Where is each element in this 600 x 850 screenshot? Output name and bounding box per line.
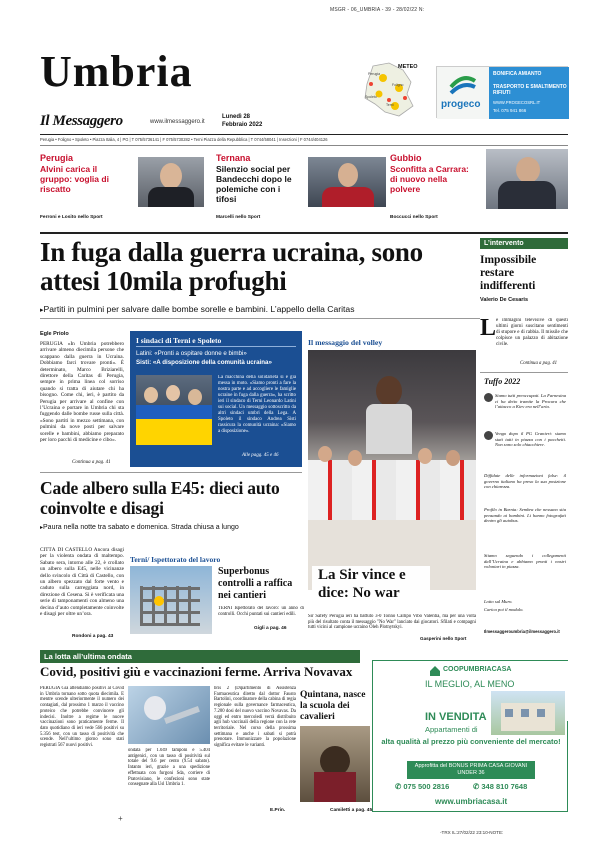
arrow-icon: ▸: [40, 307, 44, 314]
main-body: PERUGIA «In Umbria potrebbero arrivare almeno diecimila persone che scappano dalla guerra in Ucraina. Dobbiamo farci trovare pronti». È determinato, Marco Briziarelli, direttore della Caritas di Perugia, sempre in prima linea col sorriso quando si tratta di aiutare chi ha bisogno. Come chi, ieri, è partito da Perugia per arrivare al confine con l’Ucraina e portare in Umbria chi sta fuggendo dalle bombe russe sulla città. «Sono partiti in mezzo settimana, con pulmini da nove posti per salvare sorelle e bambini, abbiamo preparato per loro pacchi di medicine e cibo».: [40, 341, 124, 444]
weather-city-4: Spoleto: [365, 95, 377, 99]
lavoro-byline: Gigli a pag. 46: [254, 626, 287, 631]
sindaci-quote-2: Sisti: «A disposizione della comunità ucraina»: [136, 359, 272, 366]
social-item-3: Diffidate delle informazioni false: il governo italiano ha preso la sua posizione con chiarezza.: [484, 473, 566, 489]
teaser-byline: Marcelli nello Sport: [216, 215, 261, 220]
house-logo-icon: [429, 665, 441, 677]
quintana-photo: [300, 726, 370, 802]
bubble-icon: [484, 431, 493, 440]
weather-label: METEO: [398, 64, 418, 70]
sindaci-quote-1: Latini: «Pronti a ospitare donne e bimbi»: [136, 350, 247, 357]
lavoro-photo: [130, 566, 212, 634]
albero-body: CITTÀ DI CASTELLO Ancora disagi per la violenta ondata di maltempo. Sabato sera, intorno alle 22, è crollato un albero sulla E45, nelle vicinanze dello svincolo di Città di Castello, con un albero spezzato dal forte vento e caduto sulla carreggiata nord, in direzione di Cesena. Si è verificata una serie di tamponamenti con almeno una decina d’auto completamente coinvolte e disagi per oltre un’ora.: [40, 547, 124, 618]
covid-byline: E.Prin.: [270, 808, 286, 813]
social-item-2: Vengo dopo il PG Granieri: siamo stati tutti in piazza con i pacchetti. Non sono solo chiacchiere.: [484, 431, 566, 469]
albero-byline: Rondoni a pag. 43: [72, 634, 114, 639]
volley-title: La Sir vince e dice: No war: [318, 567, 406, 601]
teaser-title: Alvini carica il gruppo: voglia di riscatto: [40, 164, 109, 194]
lavoro-title: Superbonus controlli a raffica nei cantieri: [218, 566, 293, 601]
coop-phone-2: ✆ 348 810 7648: [473, 782, 528, 791]
date-day: Lunedì 28: [222, 114, 251, 120]
teaser-byline: Ferroni e Losito nello Sport: [40, 215, 103, 220]
coop-slogan: IL MEGLIO, AL MENO: [425, 679, 515, 689]
volley-byline: Gasperini nello Sport: [420, 636, 467, 641]
social-title: Tuffo 2022: [484, 377, 521, 386]
date-month: Febbraio 2022: [222, 122, 263, 128]
progeco-web: WWW.PROGECOSRL.IT: [493, 100, 541, 105]
covid-photo: [128, 686, 210, 744]
teaser-kicker: Ternana: [216, 153, 251, 163]
teaser-photo: [308, 157, 386, 207]
sindaci-text: La macchina della solidarietà si è già messa in moto. «Siamo pronti a fare la nostra parte e ad accogliere le famiglie ucraine in fuga dalla guerra», ha scritto ieri il sindaco di Terni Leonardo Latini sui social. Un messaggio sottoscritto da altri sindaci umbri della Lega. A Spoleto il sindaco Andrea Sisti rassicura la comunità ucraina: «Siamo a disposizione».: [218, 375, 296, 434]
volley-label: Il messaggio del volley: [308, 338, 383, 347]
teaser-kicker: Gubbio: [390, 153, 422, 163]
coop-apartments: Appartamenti di: [425, 725, 478, 734]
social-box: [480, 372, 568, 642]
quintana-title: Quintana, nasce la scuola dei cavalieri: [300, 690, 366, 722]
intervento-block[interactable]: [480, 238, 568, 303]
albero-headline: Cade albero sulla E45: dieci auto coinvolte e disagi: [40, 478, 280, 518]
intervento-dropcap: L: [480, 315, 497, 341]
albero-subhead: [40, 524, 306, 531]
progeco-line-2: TRASPORTO E SMALTIMENTO RIFIUTI: [493, 84, 567, 96]
ad-progeco[interactable]: [436, 66, 568, 118]
coop-phone-1: ✆ 075 500 2816: [395, 782, 450, 791]
intervento-body: e immagini televisive di questi ultimi giorni suscitano sentimenti di stupore e di rabbia. Il missile che colpisce un palazzo di abitazione civile.: [496, 318, 568, 347]
footer-right: -TRX IL:27/02/22 23:10-NOTE:: [440, 830, 504, 835]
teaser-title: Sconfitta a Carrara: di nuovo nella polvere: [390, 164, 469, 194]
covid-col-3: bris 2 (Dipartimento di Assistenza Farmaceutica diretto dal dottor Fausto Bartolini, coordinatore della cabina di regia regionale sulla governance farmaceutica, 7.200 dosi del nuovo vaccino Novavax. Da oggi ed entro mercoledì verrà distribuito agli hub vaccinali della regione con la rete territoriale. Nel corso della prossima settimana e anche i sabati si potrà prenotare. Immunizzare la popolazione significa evitare le varianti.: [214, 686, 296, 749]
covid-col-2: ondata per 1.049 tamponi e 5.404 antigenici, con un tasso di positività sul totale del 9.6 per cento (9.54 sabato). Intanto ieri, grazie a una spedizione effettuata con furgoni Sda, corriere di Pratovisiano, le confezioni sono state consegnate alla Usl Umbria 1.: [128, 748, 210, 788]
teaser-photo: [138, 157, 204, 207]
social-item-1: Siamo tutti preoccupati. La Farnesina ci ha detto tramite la Procura che l’attacco a Kiev era nell’aria.: [484, 393, 566, 426]
teaser-photo: [486, 149, 568, 209]
social-item-7: Carica poi il modulo.: [484, 607, 524, 612]
edition-top-line: MSGR - 06_UMBRIA - 39 - 28/02/22 N:: [330, 7, 425, 13]
intervento-continua: Continua a pag. 41: [520, 361, 558, 366]
intervento-title: Impossibile restare indifferenti: [480, 254, 537, 292]
teaser-kicker: Perugia: [40, 153, 74, 163]
intervento-label: L’intervento: [480, 238, 568, 249]
quintana-byline: Camiletti a pag. 45: [330, 808, 373, 813]
contacts-line: Perugia • Foligno • Spoleto • Piazza Italia, 4 | PG | T 075/5736141 | F 075/5730282 • Terni Piazza della Repubblica | T 0744/58041 | Inserzioni | F 0744/404126: [40, 137, 328, 142]
main-subhead-text: Partiti in pulmini per salvare dalle bombe sorelle e bambini. L’appello della Caritas: [43, 304, 355, 314]
covid-label: La lotta all’ultima ondata: [40, 650, 360, 663]
progeco-brand: progeco: [441, 99, 481, 110]
coop-quality: alta qualità al prezzo più conveniente del mercato!: [381, 737, 561, 746]
progeco-logo-icon: [449, 73, 477, 95]
albero-subhead-text: Paura nella notte tra sabato e domenica. Strada chiusa a lungo: [43, 524, 239, 531]
teaser-ternana[interactable]: [216, 151, 388, 227]
ad-coop-umbria-casa[interactable]: [372, 660, 568, 812]
footer-left: +: [118, 814, 123, 823]
weather-city-2: Foligno: [392, 83, 404, 87]
progeco-phone: Tel. 075 941 866: [493, 108, 527, 113]
volley-text: Sir Safety Perugia ieri ha battuto 3-0 Tonno Callipo Vibo Valentia, ma per una volta più del risultato conta il messaggio "No War" lanciato dai giocatori. Sfilati e compagni tutti vicini al campione ucraino Oleh Plotnytskyi.: [308, 614, 476, 631]
covid-col-1: PERUGIA Già attendiamo positivi al Covid in Umbria tornano sotto quota diecimila. E mentre scende ulteriormente il numero dei contagiati, dal prossimo 1 marzo il vaccino proteico che potrebbe convincere gli indecisi. Inoltre a regime le nuove vaccinazioni sono praticamente ferme. Il dato quotidiano di ieri vede 566 positivi su 5.356 test, con un tasso di positività che scende. Nell’ultimo giorno sono stati registrati 567 nuovi positivi.: [40, 686, 124, 749]
lavoro-label: Terni/ Ispettorato del lavoro: [130, 555, 221, 564]
sindaci-box[interactable]: [130, 331, 302, 467]
progeco-line-1: BONIFICA AMIANTO: [493, 71, 542, 77]
teaser-perugia[interactable]: [40, 151, 210, 227]
paper-name: Il Messaggero: [40, 113, 123, 129]
weather-city-1: Perugia: [368, 72, 381, 76]
phone-icon: ✆: [473, 782, 482, 791]
bubble-icon: [484, 393, 493, 402]
weather-city-3: Terni: [386, 103, 394, 107]
intervento-author: Valerio De Cesaris: [480, 297, 529, 303]
sindaci-ref: Alle pagg. 45 e 46: [242, 453, 279, 458]
volley-photo: [308, 350, 476, 590]
main-author: Egle Priolo: [40, 331, 69, 337]
main-subhead: [40, 304, 480, 314]
coop-brand: COOPUMBRIACASA: [443, 666, 512, 673]
sindaci-title: I sindaci di Terni e Spoleto: [136, 336, 222, 345]
teaser-gubbio[interactable]: [390, 151, 568, 227]
social-handle[interactable]: Ilmessaggeroumbria@ilmessaggero.it: [484, 629, 560, 634]
arrow-icon: ▸: [40, 525, 44, 531]
coop-web[interactable]: www.umbriacasa.it: [435, 797, 508, 806]
coop-bonus: Approfitta del BONUS PRIMA CASA GIOVANI UNDER 36: [407, 761, 535, 779]
lavoro-text: TERNI Ispettorato del lavoro: un anno di controlli. Occhi puntati sui cantieri edili.: [218, 606, 304, 617]
main-headline: In fuga dalla guerra ucraina, sono attesi 10mila profughi: [40, 237, 423, 296]
social-item-5: Stiamo seguendo i collegamenti dall’Ucraina e abbiamo pronti i nostri volontari in piazza.: [484, 553, 566, 569]
sindaci-photo: [136, 375, 212, 445]
teaser-title: Silenzio social per Bandecchi dopo le polemiche con i tifosi: [216, 164, 292, 204]
social-item-4: Profilo in Barnia: Sembra che nessuno stia pensando ai bambini. Li hanno fotografati dentro gli autobus.: [484, 507, 566, 523]
social-item-6: Lotto sul Muro.: [484, 599, 513, 604]
teaser-byline: Boccucci nello Sport: [390, 215, 438, 220]
covid-headline: Covid, positivi giù e vaccinazioni ferme. Arriva Novavax: [40, 664, 353, 679]
phone-icon: ✆: [395, 782, 404, 791]
coop-photo: [491, 691, 565, 735]
coop-vendita: IN VENDITA: [425, 711, 487, 723]
section-title: Umbria: [40, 47, 193, 96]
main-continua: Continua a pag. 41: [72, 460, 111, 465]
website[interactable]: www.ilmessaggero.it: [150, 119, 205, 125]
